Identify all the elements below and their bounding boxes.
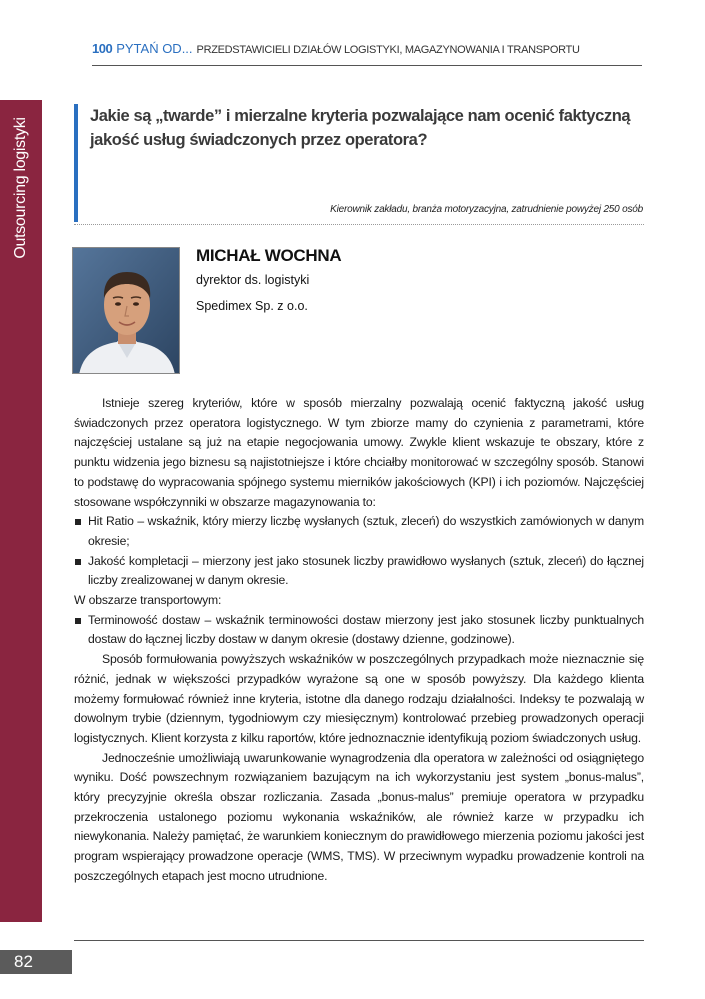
list-item [74, 512, 644, 551]
transport-intro: W obszarze transportowym: [74, 593, 222, 608]
list-item [74, 611, 644, 650]
square-bullet-icon [75, 618, 81, 624]
list-item-text: Hit Ratio – wskaźnik, który mierzy liczbę wysłanych (sztuk, zleceń) do wszystkich zamówionych w danym okresie; [88, 514, 644, 548]
paragraph-formulation: Sposób formułowania powyższych wskaźników w poszczególnych przypadkach może nieznacznie się różnić, jednak w większości przypadków wyrażone są one w sposób powyższy. Dla każdego klienta możemy formułować również inne kryteria, istotne dla danego rodzaju działalności. Indeksy te pozwalają w dowolnym trybie (dziennym, tygodniowym czy miesięcznym) kontrolować przebieg prowadzonych operacji logistycznych. Klient korzysta z kilku raportów, które jednoznacznie identyfikują poziom świadczonych usług. [74, 652, 644, 745]
footer-divider [74, 940, 644, 941]
question-divider [74, 224, 644, 225]
expert-role: dyrektor ds. logistyki [196, 273, 310, 287]
question-text: Jakie są „twarde” i mierzalne kryteria pozwalające nam ocenić faktyczną jakość usług świadczonych przez operatora? [90, 107, 631, 149]
section-label: Outsourcing logistyki [12, 117, 29, 259]
question-author: Kierownik zakładu, branża motoryzacyjna, zatrudnienie powyżej 250 osób [330, 204, 643, 215]
page-number: 82 [14, 952, 33, 971]
paragraph-intro: Istnieje szereg kryteriów, które w sposób mierzalny pozwalają ocenić faktyczną jakość usług świadczonych przez operatora logistycznego. W tym zbiorze mamy do czynienia z parametrami, które najczęściej ustalane są już na etapie negocjowania umowy. Zwykle klient wskazuje te obszary, które z punktu widzenia jego biznesu są najistotniejsze i które chciałby monitorować w szczególny sposób. Stanowi to podstawę do wypracowania spójnego systemu mierników jakościowych (KPI) i ich poziomów. Najczęściej stosowane współczynniki w obszarze magazynowania to: [74, 396, 644, 509]
expert-company: Spedimex Sp. z o.o. [196, 299, 308, 313]
list-item [74, 552, 644, 591]
running-header [92, 40, 642, 66]
list-item-text: Terminowość dostaw – wskaźnik terminowości dostaw mierzony jest jako stosunek liczby punktualnych dostaw do łącznej liczby dostaw w danym okresie (dostawy dzienne, godzinowe). [88, 612, 644, 647]
header-subtitle: PRZEDSTAWICIELI DZIAŁÓW LOGISTYKI, MAGAZYNOWANIA I TRANSPORTU [196, 44, 580, 56]
square-bullet-icon [75, 519, 81, 525]
header-number: 100 [92, 41, 113, 56]
page-number-box [0, 950, 72, 974]
transport-kpi-list [74, 611, 644, 650]
portrait-illustration [73, 248, 180, 374]
answer-body [74, 394, 644, 887]
warehouse-kpi-list [74, 512, 644, 591]
expert-name: MICHAŁ WOCHNA [196, 246, 342, 265]
header-lead: PYTAŃ OD... [116, 41, 193, 56]
expert-photo [72, 247, 180, 374]
square-bullet-icon [75, 559, 81, 565]
paragraph-bonus-malus: Jednocześnie umożliwiają uwarunkowanie wynagrodzenia dla operatora w zależności od osiągniętego wyniku. Dość powszechnym rozwiązaniem bazującym na ich wykorzystaniu jest system „bonus-malus”, który precyzyjnie określa obszar rozliczania. Zasada „bonus-malus” premiuje operatora w przypadku przekroczenia ustalonego poziomu wykonania wskaźników, ale również karze w przypadku ich niewykonania. Należy pamiętać, że warunkiem koniecznym do prawidłowego mierzenia poziomu jakości jest program wspierający prowadzone operacje (WMS, TMS). W przeciwnym wypadku prowadzenie kontroli na poszczególnych etapach jest mocno utrudnione. [74, 750, 644, 883]
question-accent-bar [74, 104, 78, 222]
list-item-text: Jakość kompletacji – mierzony jest jako stosunek liczby prawidłowo wysłanych (sztuk, zleceń) do łącznej liczby zrealizowanej w danym okresie. [88, 553, 644, 588]
